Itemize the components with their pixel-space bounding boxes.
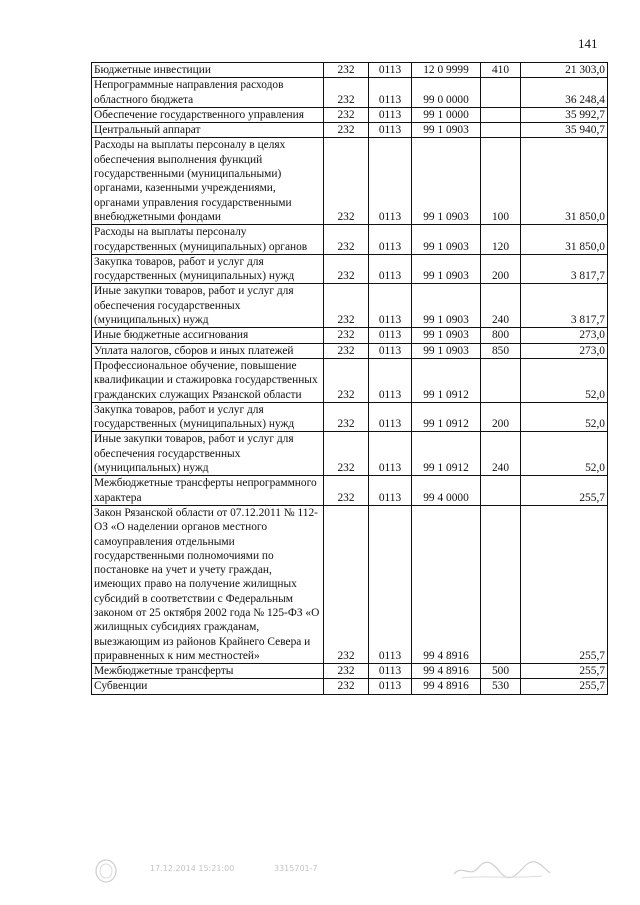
- row-cs: 99 0 0000: [412, 78, 481, 108]
- row-rz: 0113: [369, 505, 412, 663]
- row-amount: 255,7: [521, 476, 608, 506]
- table-row: [92, 107, 608, 122]
- budget-table: [91, 62, 608, 695]
- row-name: Иные бюджетные ассигнования: [92, 328, 324, 343]
- row-cs: 99 4 0000: [412, 476, 481, 506]
- row-amount: 31 850,0: [521, 138, 608, 225]
- row-gr: 232: [324, 107, 369, 122]
- row-amount: 255,7: [521, 505, 608, 663]
- row-rz: 0113: [369, 123, 412, 138]
- row-vr: [481, 358, 521, 402]
- row-rz: 0113: [369, 476, 412, 506]
- row-vr: 100: [481, 138, 521, 225]
- row-name: Расходы на выплаты персоналу в целях обеспечения выполнения функций государственными (муниципальными) органами, казенными учреждениями, органами управления государственными внебюджетными фондами: [92, 138, 324, 225]
- row-name: Закупка товаров, работ и услуг для государственных (муниципальных) нужд: [92, 402, 324, 432]
- table-row: [92, 432, 608, 476]
- row-gr: 232: [324, 664, 369, 679]
- row-cs: 99 1 0903: [412, 225, 481, 255]
- row-cs: 99 1 0903: [412, 343, 481, 358]
- table-row: [92, 138, 608, 225]
- row-vr: 120: [481, 225, 521, 255]
- row-amount: 21 303,0: [521, 63, 608, 78]
- row-rz: 0113: [369, 78, 412, 108]
- row-name: Закон Рязанской области от 07.12.2011 № 112-ОЗ «О наделении органов местного самоуправления отдельными государственными полномочиями по постановке на учет и учету граждан, имеющих право на получение жилищных субсидий в соответствии с Федеральным законом от 25 октября 2002 года № 125-ФЗ «О жилищных субсидиях гражданам, выезжающим из районов Крайнего Севера и приравненных к ним местностей»: [92, 505, 324, 663]
- row-cs: 99 1 0912: [412, 358, 481, 402]
- table-row: [92, 225, 608, 255]
- table-row: [92, 63, 608, 78]
- row-rz: 0113: [369, 402, 412, 432]
- row-rz: 0113: [369, 284, 412, 328]
- row-name: Бюджетные инвестиции: [92, 63, 324, 78]
- table-row: [92, 358, 608, 402]
- row-rz: 0113: [369, 343, 412, 358]
- page-number: 141: [578, 36, 598, 51]
- row-cs: 99 1 0912: [412, 402, 481, 432]
- row-cs: 99 4 8916: [412, 505, 481, 663]
- row-cs: 99 1 0903: [412, 123, 481, 138]
- table-row: [92, 679, 608, 694]
- row-vr: 200: [481, 402, 521, 432]
- row-gr: 232: [324, 343, 369, 358]
- row-amount: 255,7: [521, 679, 608, 694]
- row-amount: 3 817,7: [521, 254, 608, 284]
- row-rz: 0113: [369, 679, 412, 694]
- row-rz: 0113: [369, 254, 412, 284]
- row-cs: 99 1 0903: [412, 328, 481, 343]
- row-name: Межбюджетные трансферты непрограммного характера: [92, 476, 324, 506]
- row-amount: 273,0: [521, 328, 608, 343]
- row-name: Субвенции: [92, 679, 324, 694]
- row-rz: 0113: [369, 358, 412, 402]
- row-rz: 0113: [369, 432, 412, 476]
- row-gr: 232: [324, 505, 369, 663]
- row-gr: 232: [324, 63, 369, 78]
- row-amount: 31 850,0: [521, 225, 608, 255]
- row-amount: 273,0: [521, 343, 608, 358]
- row-gr: 232: [324, 679, 369, 694]
- registration-stamp: [94, 858, 118, 884]
- table-row: [92, 284, 608, 328]
- table-row: [92, 343, 608, 358]
- row-gr: 232: [324, 138, 369, 225]
- table-row: [92, 123, 608, 138]
- row-gr: 232: [324, 402, 369, 432]
- row-vr: 240: [481, 284, 521, 328]
- footer-doc-number: 3315701-7: [274, 864, 318, 873]
- row-vr: [481, 78, 521, 108]
- row-vr: 240: [481, 432, 521, 476]
- row-cs: 99 1 0912: [412, 432, 481, 476]
- row-rz: 0113: [369, 328, 412, 343]
- row-rz: 0113: [369, 107, 412, 122]
- row-name: Иные закупки товаров, работ и услуг для обеспечения государственных (муниципальных) нужд: [92, 284, 324, 328]
- row-amount: 35 940,7: [521, 123, 608, 138]
- row-amount: 52,0: [521, 432, 608, 476]
- row-name: Профессиональное обучение, повышение квалификации и стажировка государственных гражданских служащих Рязанской области: [92, 358, 324, 402]
- row-cs: 99 1 0000: [412, 107, 481, 122]
- row-name: Уплата налогов, сборов и иных платежей: [92, 343, 324, 358]
- row-vr: [481, 123, 521, 138]
- row-name: Центральный аппарат: [92, 123, 324, 138]
- row-cs: 99 4 8916: [412, 679, 481, 694]
- row-cs: 99 1 0903: [412, 138, 481, 225]
- row-rz: 0113: [369, 138, 412, 225]
- row-name: Обеспечение государственного управления: [92, 107, 324, 122]
- row-gr: 232: [324, 328, 369, 343]
- row-gr: 232: [324, 123, 369, 138]
- row-name: Закупка товаров, работ и услуг для государственных (муниципальных) нужд: [92, 254, 324, 284]
- row-name: Расходы на выплаты персоналу государственных (муниципальных) органов: [92, 225, 324, 255]
- row-gr: 232: [324, 254, 369, 284]
- table-row: [92, 78, 608, 108]
- table-row: [92, 476, 608, 506]
- table-row: [92, 402, 608, 432]
- table-row: [92, 505, 608, 663]
- handwritten-signature: [452, 858, 552, 882]
- row-rz: 0113: [369, 225, 412, 255]
- table-row: [92, 328, 608, 343]
- row-name: Иные закупки товаров, работ и услуг для обеспечения государственных (муниципальных) нужд: [92, 432, 324, 476]
- row-vr: [481, 505, 521, 663]
- row-gr: 232: [324, 476, 369, 506]
- row-amount: 36 248,4: [521, 78, 608, 108]
- row-cs: 12 0 9999: [412, 63, 481, 78]
- table-row: [92, 664, 608, 679]
- row-amount: 35 992,7: [521, 107, 608, 122]
- row-name: Непрограммные направления расходов областного бюджета: [92, 78, 324, 108]
- footer: [94, 858, 564, 888]
- row-amount: 52,0: [521, 402, 608, 432]
- row-gr: 232: [324, 432, 369, 476]
- row-rz: 0113: [369, 63, 412, 78]
- row-amount: 3 817,7: [521, 284, 608, 328]
- footer-timestamp: 17.12.2014 15:21:00: [150, 864, 235, 873]
- row-vr: 500: [481, 664, 521, 679]
- row-vr: 200: [481, 254, 521, 284]
- row-vr: 530: [481, 679, 521, 694]
- table-row: [92, 254, 608, 284]
- row-vr: 850: [481, 343, 521, 358]
- budget-table-body: [92, 63, 608, 695]
- row-gr: 232: [324, 284, 369, 328]
- row-rz: 0113: [369, 664, 412, 679]
- row-gr: 232: [324, 225, 369, 255]
- row-vr: 410: [481, 63, 521, 78]
- row-cs: 99 1 0903: [412, 284, 481, 328]
- row-vr: [481, 476, 521, 506]
- row-name: Межбюджетные трансферты: [92, 664, 324, 679]
- row-vr: [481, 107, 521, 122]
- row-cs: 99 1 0903: [412, 254, 481, 284]
- row-vr: 800: [481, 328, 521, 343]
- row-amount: 255,7: [521, 664, 608, 679]
- row-gr: 232: [324, 78, 369, 108]
- row-gr: 232: [324, 358, 369, 402]
- row-cs: 99 4 8916: [412, 664, 481, 679]
- row-amount: 52,0: [521, 358, 608, 402]
